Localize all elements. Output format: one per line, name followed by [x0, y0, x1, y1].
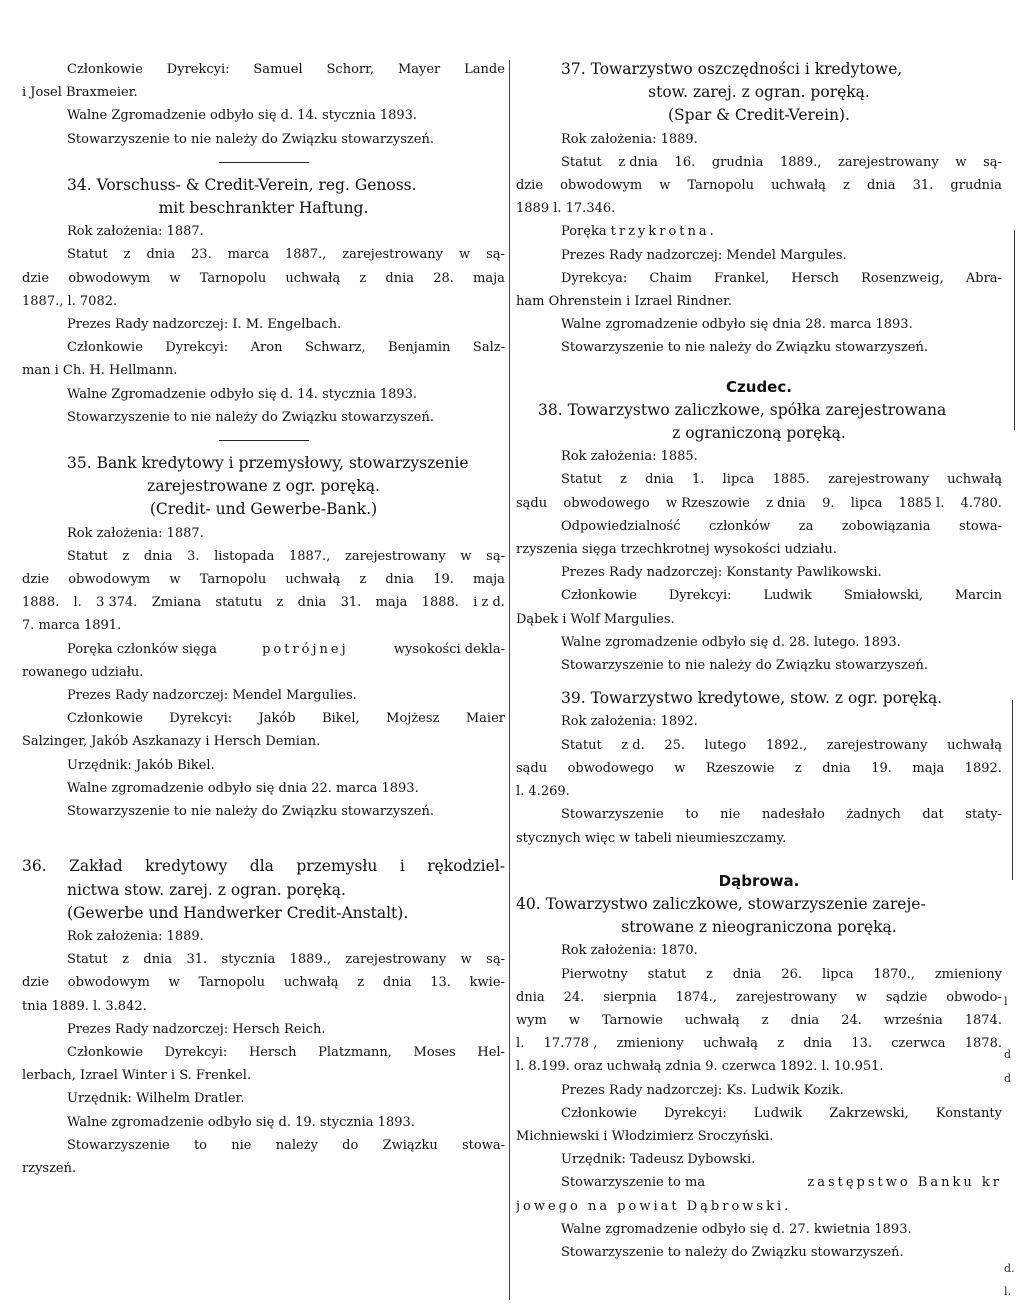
statute-line: l. 8.199. oraz uchwałą zdnia 9. czerwca 1892. l. 10.951. — [516, 1059, 884, 1075]
adjacent-page-fragments: l d d d. l. — [1004, 995, 1015, 1298]
spacer — [516, 677, 1002, 687]
statute-line: dzie obwodowym w Tarnopolu uchwałą z dnia 19. maja — [22, 572, 505, 588]
general-meeting: Walne Zgromadzenie odbyło się d. 14. stycznia 1893. — [67, 386, 418, 402]
founding-year: Rok założenia: 1885. — [561, 449, 698, 465]
liability-line: Odpowiedzialność członków za zobowiązania stowa- — [561, 518, 1002, 534]
statute-line: l. 17.778 , zmieniony uchwałą z dnia 13. czerwca 1878. — [516, 1036, 1002, 1052]
statute-line: Statut z dnia 23. marca 1887., zarejestrowany w są- — [67, 247, 505, 263]
members-line: Członkowie Dyrekcyi: Jakób Bikel, Mojżesz Maier — [67, 711, 505, 727]
supervisory-chair: Prezes Rady nadzorczej: Hersch Reich. — [67, 1021, 326, 1037]
members-line-cont: Salzinger, Jakób Aszkanazy i Hersch Demian. — [22, 734, 321, 750]
spacer — [22, 823, 505, 845]
union-membership: Stowarzyszenie to nie nadesłało żadnych dat staty- — [561, 807, 1002, 823]
members-line: Członkowie Dyrekcyi: Hersch Platzmann, Moses Hel- — [67, 1044, 505, 1060]
general-meeting: Walne zgromadzenie odbyło się dnia 22. marca 1893. — [67, 780, 419, 796]
statute-line: dzie obwodowym w Tarnopolu uchwałą z dnia 28. maja — [22, 270, 505, 286]
general-meeting: Walne Zgromadzenie odbyło się d. 14. stycznia 1893. — [67, 108, 418, 124]
entry-subtitle: nictwa stow. zarej. z ogran. poręką. — [67, 880, 346, 899]
general-meeting: Walne zgromadzenie odbyło się dnia 28. marca 1893. — [561, 317, 913, 333]
spacer — [22, 845, 505, 855]
statute-line: Statut z dnia 16. grudnia 1889., zarejestrowany w są- — [561, 154, 1002, 170]
statute-line: Statut z d. 25. lutego 1892., zarejestrowany uchwałą — [561, 737, 1002, 753]
liability-line-cont: rowanego udziału. — [22, 664, 144, 680]
entry-title: 39. Towarzystwo kredytowe, stow. z ogr. poręką. — [561, 689, 943, 708]
entry-subtitle: zarejestrowane z ogr. poręką. — [147, 477, 380, 496]
union-membership: Stowarzyszenie to nie należy do Związku stowarzyszeń. — [67, 804, 434, 820]
statute-line: wym w Tarnowie uchwałą z dnia 24. września 1874. — [516, 1012, 1002, 1028]
representation-line-cont: jowego na powiat Dąbrowski. — [516, 1198, 792, 1214]
town-heading: Dąbrowa. — [718, 871, 800, 890]
founding-year: Rok założenia: 1889. — [561, 131, 698, 147]
clerk: Urzędnik: Wilhelm Dratler. — [67, 1091, 245, 1107]
statute-line: Statut z dnia 1. lipca 1885. zarejestrowany uchwałą — [561, 472, 1002, 488]
entry-subtitle: strowane z nieograniczona poręką. — [621, 918, 897, 937]
entry-38 — [516, 399, 1002, 677]
entry-35 — [22, 452, 505, 823]
clerk: Urzędnik: Jakób Bikel. — [67, 757, 215, 773]
entry-subtitle-german: (Credit- und Gewerbe-Bank.) — [149, 500, 378, 519]
statute-line: sądu obwodowego w Rzeszowie z dnia 19. maja 1892. — [516, 760, 1002, 776]
statute-line: sądu obwodowego w Rzeszowie z dnia 9. lipca 1885 l. 4.780. — [516, 495, 1002, 511]
separator-rule — [219, 162, 309, 163]
entry-34 — [22, 174, 505, 429]
column-divider — [509, 60, 510, 1300]
general-meeting: Walne zgromadzenie odbyło się d. 19. stycznia 1893. — [67, 1114, 415, 1130]
members-line-cont: Dąbek i Wolf Margulies. — [516, 611, 675, 627]
statute-line: 1888. l. 3 374. Zmiana statutu z dnia 31. maja 1888. i z d. — [22, 595, 505, 611]
statute-line: 7. marca 1891. — [22, 618, 122, 634]
entry-subtitle: stow. zarej. z ogran. poręką. — [648, 83, 870, 102]
supervisory-chair: Prezes Rady nadzorczej: Ks. Ludwik Kozik. — [561, 1082, 844, 1098]
entry-40 — [516, 893, 1002, 1264]
statute-line: Statut z dnia 31. stycznia 1889., zarejestrowany w są- — [67, 952, 505, 968]
union-membership-cont: rzyszeń. — [22, 1160, 77, 1176]
entry-title: 34. Vorschuss- & Credit-Verein, reg. Genoss. — [67, 175, 417, 194]
statute-line: l. 4.269. — [516, 784, 570, 800]
entry-39 — [516, 687, 1002, 849]
members-line: Członkowie Dyrekcyi: Ludwik Smiałowski, Marcin — [561, 588, 1002, 604]
statute-line: dzie obwodowym w Tarnopolu uchwałą z dnia 13. kwie- — [22, 975, 505, 991]
entry-title: 38. Towarzystwo zaliczkowe, spółka zarejestrowana — [538, 400, 947, 419]
town-heading: Czudec. — [726, 377, 792, 396]
statute-line: tnia 1889. l. 3.842. — [22, 998, 147, 1014]
union-membership-cont: stycznych więc w tabeli nieumieszczamy. — [516, 830, 787, 846]
members-line: Członkowie Dyrekcyi: Aron Schwarz, Benjamin Salz- — [67, 340, 505, 356]
union-membership: Stowarzyszenie to nie należy do Związku stowarzyszeń. — [561, 340, 928, 356]
statute-line: dzie obwodowym w Tarnopolu uchwałą z dnia 31. grudnia — [516, 178, 1002, 194]
supervisory-chair: Prezes Rady nadzorczej: Mendel Margules. — [561, 247, 847, 263]
statute-line: 1889 l. 17.346. — [516, 201, 616, 217]
union-membership: Stowarzyszenie to nie należy do Związku stowarzyszeń. — [561, 658, 928, 674]
members-line-cont: lerbach, Izrael Winter i S. Frenkel. — [22, 1068, 252, 1084]
entry-37 — [516, 58, 1002, 360]
entry-title: 37. Towarzystwo oszczędności i kredytowe, — [561, 60, 903, 78]
left-column — [22, 58, 505, 1180]
union-membership: Stowarzyszenie to nie należy do Związku stowarzyszeń. — [67, 409, 434, 425]
supervisory-chair: Prezes Rady nadzorczej: Konstanty Pawlikowski. — [561, 565, 882, 581]
founding-year: Rok założenia: 1892. — [561, 714, 698, 730]
entry-subtitle: mit beschrankter Haftung. — [158, 199, 369, 218]
supervisory-chair: Prezes Rady nadzorczej: I. M. Engelbach. — [67, 317, 342, 333]
members-line: Członkowie Dyrekcyi: Ludwik Zakrzewski, Konstanty — [561, 1105, 1002, 1121]
general-meeting: Walne zgromadzenie odbyło się d. 27. kwietnia 1893. — [561, 1221, 912, 1237]
liability-line: Poręka trzykrotna. — [561, 224, 717, 240]
members-line: Członkowie Dyrekcyi: Samuel Schorr, Mayer Lande — [67, 62, 505, 77]
clerk: Urzędnik: Tadeusz Dybowski. — [561, 1152, 756, 1168]
statute-line: 1887., l. 7082. — [22, 293, 118, 309]
union-membership: Stowarzyszenie to należy do Związku stowarzyszeń. — [561, 1244, 904, 1260]
right-column — [516, 58, 1002, 1264]
supervisory-chair: Prezes Rady nadzorczej: Mendel Margulies. — [67, 688, 357, 704]
board-line-cont: ham Ohrenstein i Izrael Rindner. — [516, 294, 732, 310]
founding-year: Rok założenia: 1870. — [561, 943, 698, 959]
entry-36 — [22, 855, 505, 1180]
members-line-cont: i Josel Braxmeier. — [22, 85, 138, 101]
members-line-cont: man i Ch. H. Hellmann. — [22, 363, 178, 379]
founding-year: Rok założenia: 1887. — [67, 224, 204, 240]
entry-subtitle-german: (Spar & Credit-Verein). — [668, 106, 850, 125]
liability-line-cont: rzyszenia sięga trzechkrotnej wysokości udziału. — [516, 542, 837, 558]
entry-title: 36. Zakład kredytowy dla przemysłu i rękodziel- — [22, 857, 505, 876]
statute-line: Pierwotny statut z dnia 26. lipca 1870., zmieniony — [561, 966, 1002, 982]
entry-title: 35. Bank kredytowy i przemysłowy, stowarzyszenie — [67, 454, 469, 473]
members-line-cont: Michniewski i Włodzimierz Sroczyński. — [516, 1128, 774, 1144]
founding-year: Rok założenia: 1889. — [67, 928, 204, 944]
general-meeting: Walne zgromadzenie odbyło się d. 28. lutego. 1893. — [561, 634, 901, 650]
union-membership: Stowarzyszenie to nie należy do Związku stowarzyszeń. — [67, 131, 434, 147]
representation-line: Stowarzyszenie to ma zastępstwo Banku kr — [561, 1175, 1002, 1191]
statute-line: dnia 24. sierpnia 1874., zarejestrowany w sądzie obwodo- — [516, 989, 1002, 1005]
separator-rule — [219, 440, 309, 441]
entry-subtitle: z ograniczoną poręką. — [672, 424, 846, 443]
union-membership: Stowarzyszenie to nie należy do Związku stowa- — [67, 1137, 505, 1153]
statute-line: Statut z dnia 3. listopada 1887., zarejestrowany w są- — [67, 548, 505, 564]
entry-subtitle-german: (Gewerbe und Handwerker Credit-Anstalt). — [67, 903, 409, 922]
board-line: Dyrekcya: Chaim Frankel, Hersch Rosenzweig, Abra- — [561, 270, 1002, 286]
entry-33-tail — [22, 58, 505, 151]
founding-year: Rok założenia: 1887. — [67, 525, 204, 541]
liability-line: Poręka członków sięga potrójnej wysokości dekla- — [67, 641, 505, 657]
entry-title: 40. Towarzystwo zaliczkowe, stowarzyszenie zareje- — [516, 894, 926, 913]
